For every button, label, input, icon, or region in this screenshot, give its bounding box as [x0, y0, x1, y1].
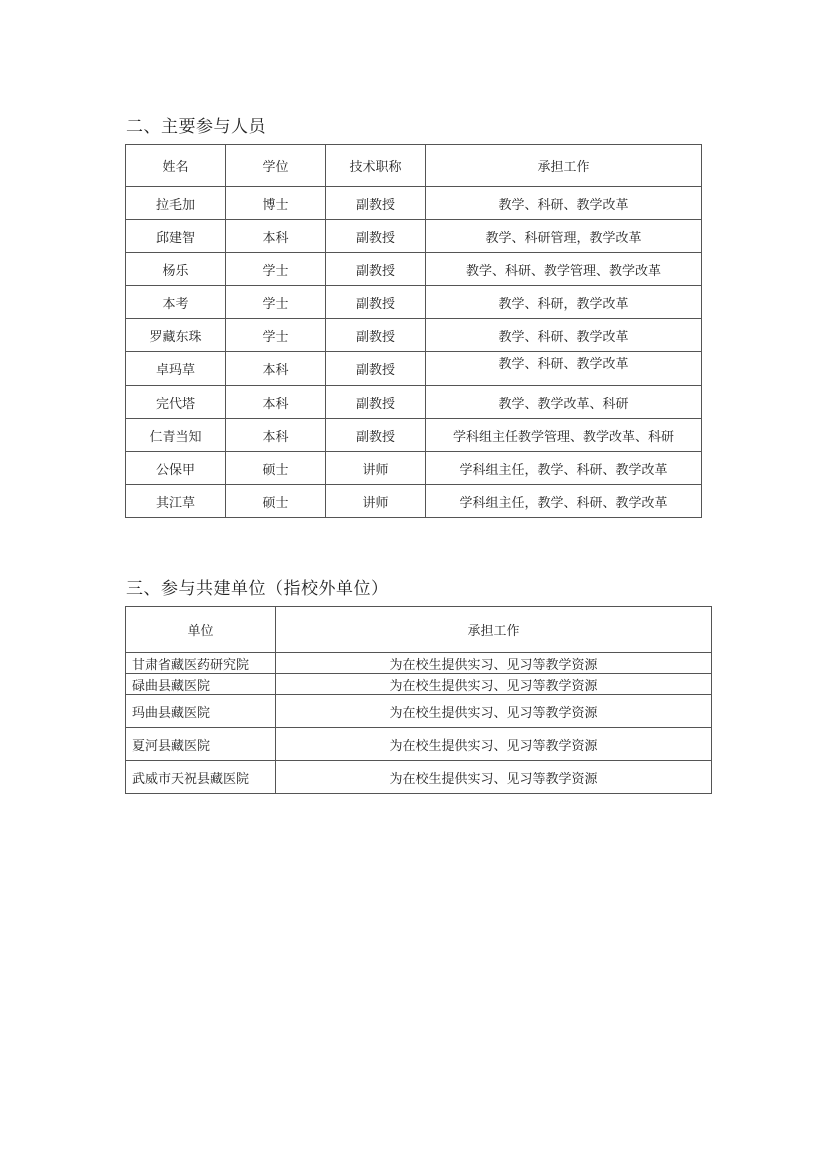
cell-work: 为在校生提供实习、见习等教学资源 [276, 674, 712, 695]
section3-title: 三、参与共建单位（指校外单位） [126, 579, 389, 599]
table-header-row [126, 607, 712, 653]
table-row [126, 352, 702, 386]
table-row [126, 286, 702, 319]
cell-unit: 玛曲县藏医院 [126, 695, 276, 728]
cell-work: 教学、科研管理，教学改革 [426, 220, 702, 253]
cell-name: 本考 [126, 286, 226, 319]
table-row [126, 187, 702, 220]
table-row [126, 452, 702, 485]
table-row [126, 653, 712, 674]
table-row [126, 674, 712, 695]
cell-degree: 本科 [226, 352, 326, 386]
cell-title: 副教授 [326, 253, 426, 286]
section2-title: 二、主要参与人员 [126, 117, 266, 137]
cell-title: 讲师 [326, 452, 426, 485]
cell-work: 为在校生提供实习、见习等教学资源 [276, 653, 712, 674]
cell-work: 为在校生提供实习、见习等教学资源 [276, 761, 712, 794]
cell-name: 卓玛草 [126, 352, 226, 386]
cell-title: 副教授 [326, 419, 426, 452]
table-row [126, 419, 702, 452]
table-row [126, 485, 702, 518]
cell-name: 拉毛加 [126, 187, 226, 220]
cell-unit: 夏河县藏医院 [126, 728, 276, 761]
table-row [126, 319, 702, 352]
cell-unit: 碌曲县藏医院 [126, 674, 276, 695]
table-row [126, 386, 702, 419]
cell-name: 邱建智 [126, 220, 226, 253]
cell-work: 为在校生提供实习、见习等教学资源 [276, 728, 712, 761]
cell-work: 学科组主任，教学、科研、教学改革 [426, 452, 702, 485]
cell-title: 副教授 [326, 386, 426, 419]
cell-title: 副教授 [326, 220, 426, 253]
cell-degree: 学士 [226, 253, 326, 286]
cell-work: 教学、科研、教学改革 [426, 352, 702, 386]
cell-work: 教学、教学改革、科研 [426, 386, 702, 419]
table-row [126, 253, 702, 286]
table-row [126, 728, 712, 761]
cell-degree: 本科 [226, 386, 326, 419]
header-work: 承担工作 [426, 145, 702, 187]
cell-title: 副教授 [326, 352, 426, 386]
cell-name: 完代塔 [126, 386, 226, 419]
cell-work: 教学、科研、教学改革 [426, 187, 702, 220]
cell-unit: 武威市天祝县藏医院 [126, 761, 276, 794]
cell-name: 仁青当知 [126, 419, 226, 452]
cell-work: 为在校生提供实习、见习等教学资源 [276, 695, 712, 728]
cell-degree: 本科 [226, 220, 326, 253]
header-name: 姓名 [126, 145, 226, 187]
cell-degree: 学士 [226, 286, 326, 319]
cell-work: 学科组主任教学管理、教学改革、科研 [426, 419, 702, 452]
table-row [126, 220, 702, 253]
cell-name: 罗藏东珠 [126, 319, 226, 352]
cell-name: 其江草 [126, 485, 226, 518]
cell-work: 教学、科研、教学改革 [426, 319, 702, 352]
partner-units-table [125, 606, 712, 794]
header-degree: 学位 [226, 145, 326, 187]
cell-unit: 甘肃省藏医药研究院 [126, 653, 276, 674]
cell-work: 教学、科研、教学管理、教学改革 [426, 253, 702, 286]
cell-work: 学科组主任，教学、科研、教学改革 [426, 485, 702, 518]
cell-degree: 硕士 [226, 452, 326, 485]
cell-degree: 本科 [226, 419, 326, 452]
header-work: 承担工作 [276, 607, 712, 653]
cell-degree: 博士 [226, 187, 326, 220]
cell-title: 副教授 [326, 286, 426, 319]
table-row [126, 761, 712, 794]
cell-name: 公保甲 [126, 452, 226, 485]
table-row [126, 695, 712, 728]
header-unit: 单位 [126, 607, 276, 653]
table-header-row [126, 145, 702, 187]
cell-degree: 硕士 [226, 485, 326, 518]
participants-table [125, 144, 702, 518]
header-title: 技术职称 [326, 145, 426, 187]
cell-title: 副教授 [326, 319, 426, 352]
cell-degree: 学士 [226, 319, 326, 352]
cell-name: 杨乐 [126, 253, 226, 286]
cell-title: 副教授 [326, 187, 426, 220]
cell-title: 讲师 [326, 485, 426, 518]
cell-work: 教学、科研，教学改革 [426, 286, 702, 319]
